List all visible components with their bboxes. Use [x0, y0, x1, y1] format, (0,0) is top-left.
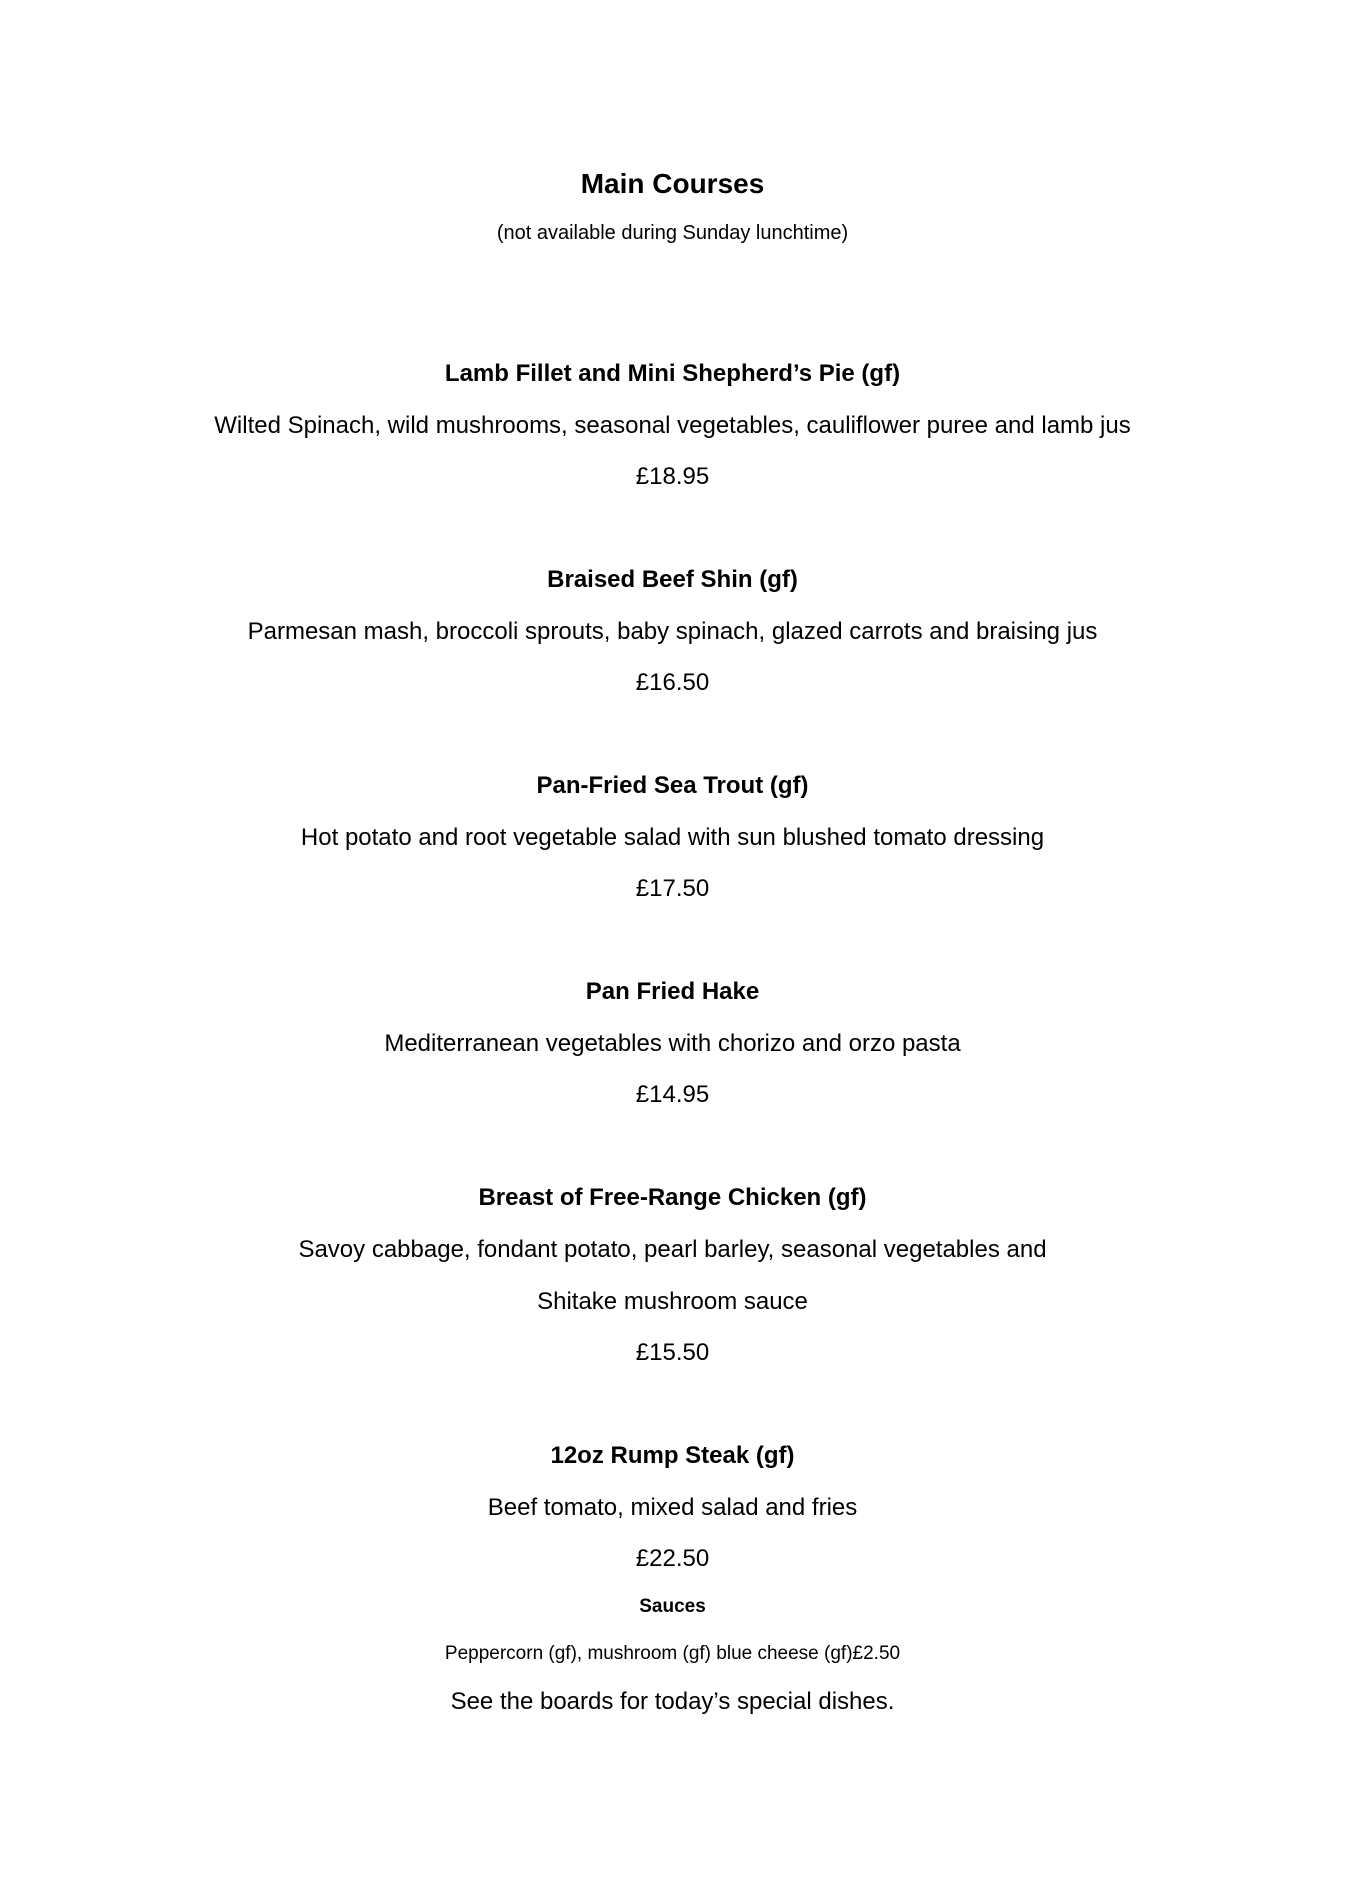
dish-price: £18.95	[635, 463, 710, 490]
sauces-text: Peppercorn (gf), mushroom (gf) blue cheese (gf)£2.50	[444, 1643, 901, 1664]
dish-price: £15.50	[635, 1339, 710, 1366]
dish-name: Pan Fried Hake	[585, 978, 760, 1005]
dish-description: Mediterranean vegetables with chorizo and orzo pasta	[384, 1030, 961, 1057]
dish-description: Savoy cabbage, fondant potato, pearl barley, seasonal vegetables and	[298, 1236, 1047, 1263]
dish-name: Breast of Free-Range Chicken (gf)	[478, 1184, 867, 1211]
sauces-heading: Sauces	[639, 1596, 706, 1617]
dish-price: £14.95	[635, 1081, 710, 1108]
dish-price: £16.50	[635, 669, 710, 696]
dish-price: £17.50	[635, 875, 710, 902]
dish-description: Beef tomato, mixed salad and fries	[487, 1494, 858, 1521]
dish-name: 12oz Rump Steak (gf)	[550, 1442, 795, 1469]
dish-name: Pan-Fried Sea Trout (gf)	[536, 772, 809, 799]
page-title: Main Courses	[580, 168, 765, 199]
specials-note: See the boards for today’s special dishes.	[450, 1688, 895, 1715]
dish-description: Hot potato and root vegetable salad with sun blushed tomato dressing	[300, 824, 1045, 851]
dish-description: Wilted Spinach, wild mushrooms, seasonal vegetables, cauliflower puree and lamb jus	[214, 412, 1131, 439]
page-subtitle: (not available during Sunday lunchtime)	[496, 222, 849, 244]
dish-price: £22.50	[635, 1545, 710, 1572]
dish-name: Lamb Fillet and Mini Shepherd’s Pie (gf)	[444, 360, 901, 387]
dish-description: Shitake mushroom sauce	[537, 1288, 808, 1315]
dish-name: Braised Beef Shin (gf)	[547, 566, 798, 593]
dish-description: Parmesan mash, broccoli sprouts, baby spinach, glazed carrots and braising jus	[247, 618, 1098, 645]
